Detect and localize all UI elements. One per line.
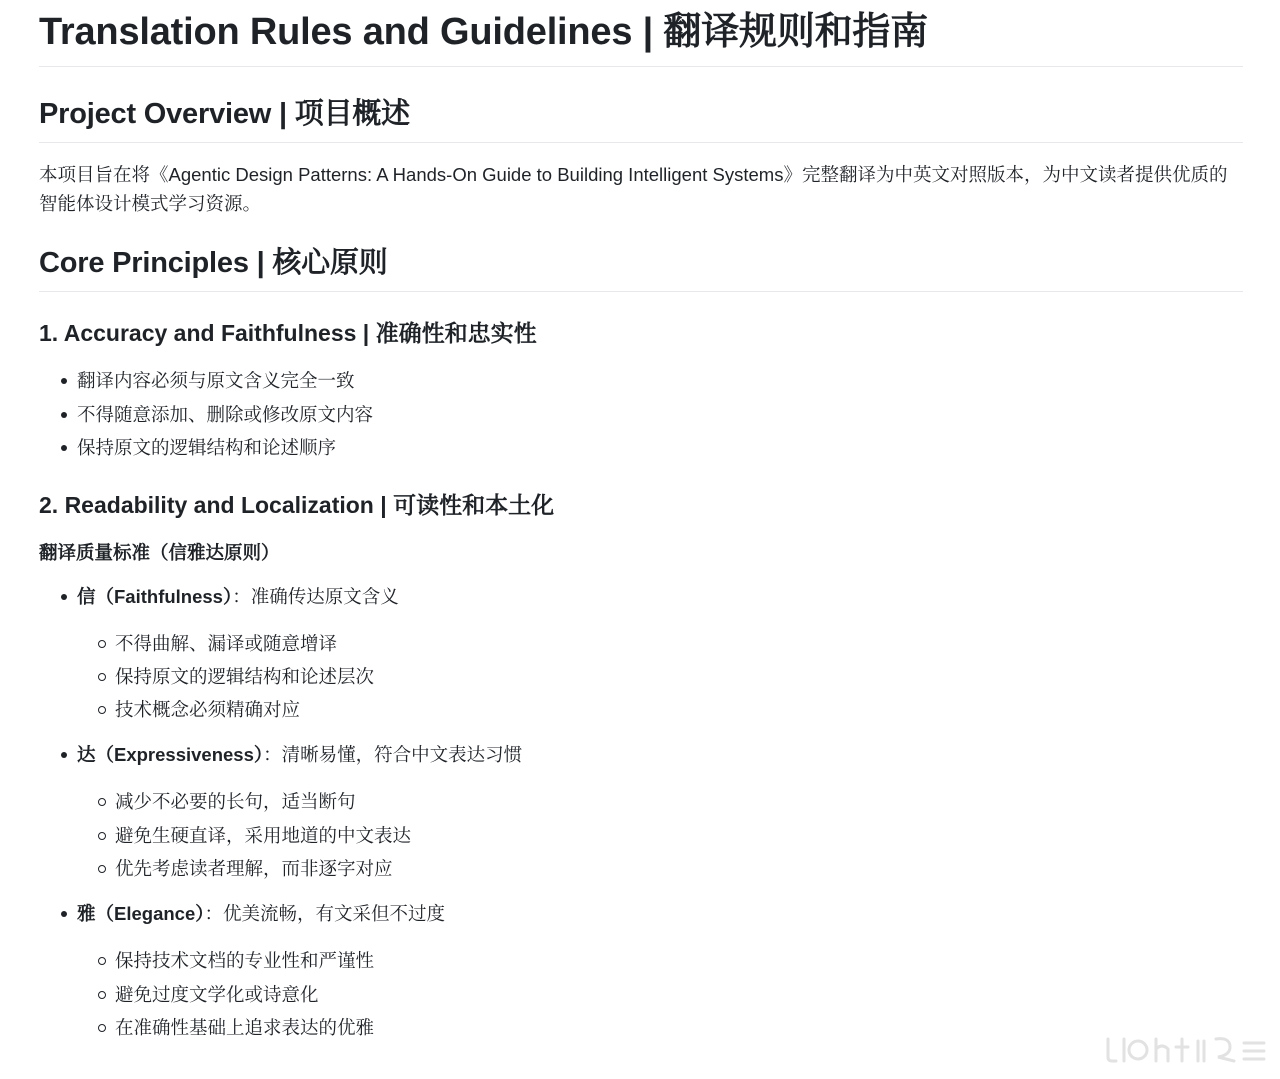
quality-standard-subheading: 翻译质量标准（信雅达原则） bbox=[39, 541, 280, 563]
quality-criteria-list bbox=[39, 580, 1243, 1045]
list-item: 保持技术文档的专业性和严谨性 bbox=[115, 944, 1243, 977]
list-item: 保持原文的逻辑结构和论述层次 bbox=[115, 660, 1243, 693]
core-principles-heading: Core Principles | 核心原则 bbox=[39, 245, 1243, 292]
criterion-desc: ：清晰易懂，符合中文表达习惯 bbox=[263, 744, 523, 766]
list-item: 翻译内容必须与原文含义完全一致 bbox=[77, 364, 1243, 398]
watermark-logo bbox=[1102, 1033, 1270, 1065]
list-item: 避免过度文学化或诗意化 bbox=[115, 978, 1243, 1011]
criterion-desc: ：优美流畅，有文采但不过度 bbox=[204, 903, 446, 925]
list-item: 保持原文的逻辑结构和论述顺序 bbox=[77, 431, 1243, 465]
criterion-sublist bbox=[77, 627, 1243, 727]
criterion-sublist bbox=[77, 944, 1243, 1044]
list-item: 避免生硬直译，采用地道的中文表达 bbox=[115, 819, 1243, 852]
criterion-elegance bbox=[77, 897, 1243, 1044]
accuracy-list bbox=[39, 364, 1243, 465]
criterion-expressiveness bbox=[77, 738, 1243, 885]
document bbox=[39, 0, 1243, 1044]
list-item: 优先考虑读者理解，而非逐字对应 bbox=[115, 852, 1243, 885]
criterion-term: 达（Expressiveness） bbox=[77, 744, 264, 766]
page-title: Translation Rules and Guidelines | 翻译规则和指南 bbox=[39, 10, 1243, 67]
overview-heading: Project Overview | 项目概述 bbox=[39, 96, 1243, 143]
criterion-term: 雅（Elegance） bbox=[77, 903, 205, 925]
criterion-faithfulness bbox=[77, 580, 1243, 727]
list-item: 不得曲解、漏译或随意增译 bbox=[115, 627, 1243, 660]
section-accuracy-heading: 1. Accuracy and Faithfulness | 准确性和忠实性 bbox=[39, 320, 537, 346]
list-item: 在准确性基础上追求表达的优雅 bbox=[115, 1011, 1243, 1044]
section-readability-heading: 2. Readability and Localization | 可读性和本土化 bbox=[39, 491, 555, 518]
criterion-sublist bbox=[77, 785, 1243, 885]
criterion-term: 信（Faithfulness） bbox=[77, 585, 233, 607]
list-item: 技术概念必须精确对应 bbox=[115, 693, 1243, 726]
criterion-desc: ：准确传达原文含义 bbox=[232, 585, 399, 607]
list-item: 不得随意添加、删除或修改原文内容 bbox=[77, 398, 1243, 432]
overview-paragraph: 本项目旨在将《Agentic Design Patterns: A Hands-On Guide to Building Intelligent Systems》完整翻译为中英文对照版本，为中文读者提供优质的智能体设计模式学习资源。 bbox=[39, 164, 1228, 214]
list-item: 减少不必要的长句，适当断句 bbox=[115, 785, 1243, 818]
